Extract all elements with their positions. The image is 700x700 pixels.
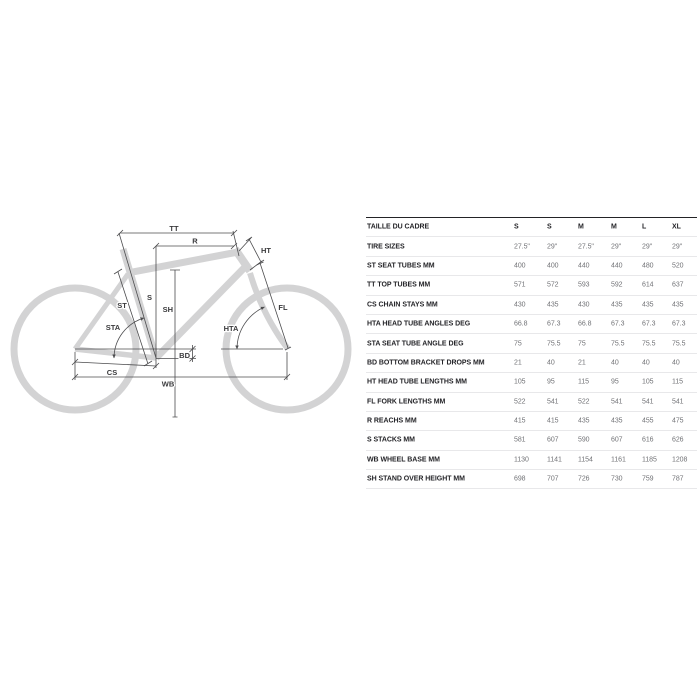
cell-value: 440 [611, 262, 623, 270]
cell-value: 572 [547, 281, 559, 289]
row-label: BD BOTTOM BRACKET DROPS MM [367, 359, 485, 367]
row-label: STA SEAT TUBE ANGLE DEG [367, 340, 464, 348]
cell-value: 480 [642, 262, 654, 270]
cell-value: 520 [672, 262, 684, 270]
cell-value: 607 [547, 436, 559, 444]
cell-value: 29" [611, 243, 622, 251]
table-row [366, 451, 697, 470]
cell-value: 541 [672, 398, 684, 406]
table-row [366, 334, 697, 353]
cell-value: 29" [547, 243, 558, 251]
r-dimension-label: R [192, 236, 198, 246]
cell-value: 607 [611, 436, 623, 444]
cell-value: 541 [611, 398, 623, 406]
cell-value: 27.5" [514, 243, 530, 251]
row-label: ST SEAT TUBES MM [367, 262, 435, 270]
cell-value: 541 [642, 398, 654, 406]
size-column-header: M [578, 223, 584, 231]
cell-value: 522 [578, 398, 590, 406]
table-row [366, 373, 697, 392]
table-row [366, 276, 697, 295]
cell-value: 730 [611, 475, 623, 483]
cell-value: 75 [578, 340, 586, 348]
size-column-header: S [514, 223, 519, 231]
cell-value: 430 [578, 301, 590, 309]
table-row [366, 393, 697, 412]
cell-value: 40 [642, 359, 650, 367]
row-label: WB WHEEL BASE MM [367, 456, 440, 464]
row-label: CS CHAIN STAYS MM [367, 301, 438, 309]
size-column-header: L [642, 223, 647, 231]
cell-value: 726 [578, 475, 590, 483]
st-dimension-label: ST [117, 301, 127, 310]
cell-value: 698 [514, 475, 526, 483]
cell-value: 67.3 [672, 320, 686, 328]
cell-value: 1161 [611, 456, 626, 464]
cell-value: 75.5 [547, 340, 561, 348]
cell-value: 400 [547, 262, 559, 270]
s-dimension-label: S [146, 293, 152, 302]
cell-value: 21 [578, 359, 586, 367]
hta-dimension-label: HTA [223, 324, 239, 333]
row-label: R REACHS MM [367, 417, 417, 425]
cell-value: 590 [578, 436, 590, 444]
ht-dimension-label: HT [261, 246, 271, 255]
cell-value: 115 [578, 378, 590, 386]
wb-dimension-line [72, 374, 290, 380]
cell-value: 1141 [547, 456, 562, 464]
cell-value: 440 [578, 262, 590, 270]
fl-dimension-label: FL [278, 303, 288, 312]
cell-value: 105 [642, 378, 654, 386]
row-label: TIRE SIZES [367, 243, 405, 251]
row-label: HTA HEAD TUBE ANGLES DEG [367, 320, 471, 328]
sh-dimension-label: SH [162, 305, 173, 314]
table-row [366, 257, 697, 276]
cell-value: 67.3 [642, 320, 656, 328]
geometry-table [366, 217, 697, 489]
cell-value: 1185 [642, 456, 657, 464]
cell-value: 435 [642, 301, 654, 309]
cell-value: 435 [578, 417, 590, 425]
geometry-table-header-row [366, 218, 697, 237]
cell-value: 435 [611, 301, 623, 309]
sta-dimension-label: STA [105, 323, 121, 332]
bd-dimension-label: BD [179, 351, 190, 360]
cell-value: 637 [672, 281, 684, 289]
row-label: S STACKS MM [367, 436, 415, 444]
cell-value: 787 [672, 475, 684, 483]
cell-value: 105 [514, 378, 526, 386]
cs-dimension-label: CS [106, 368, 118, 377]
table-row [366, 237, 697, 256]
cell-value: 29" [672, 243, 683, 251]
cell-value: 1154 [578, 456, 593, 464]
cell-value: 435 [547, 301, 559, 309]
cell-value: 67.3 [611, 320, 625, 328]
top-tube [127, 252, 238, 273]
cell-value: 616 [642, 436, 654, 444]
cell-value: 435 [611, 417, 623, 425]
cell-value: 21 [514, 359, 522, 367]
cell-value: 614 [642, 281, 654, 289]
cell-value: 430 [514, 301, 526, 309]
cell-value: 40 [672, 359, 680, 367]
cell-value: 29" [642, 243, 653, 251]
size-column-header: M [611, 223, 617, 231]
cell-value: 1130 [514, 456, 529, 464]
row-label: FL FORK LENGTHS MM [367, 398, 446, 406]
cell-value: 75 [514, 340, 522, 348]
cell-value: 95 [547, 378, 555, 386]
cell-value: 571 [514, 281, 526, 289]
cell-value: 592 [611, 281, 623, 289]
cell-value: 75.5 [611, 340, 625, 348]
cell-value: 435 [672, 301, 684, 309]
cell-value: 27.5" [578, 243, 594, 251]
cell-value: 66.8 [578, 320, 592, 328]
size-column-header: XL [672, 223, 681, 231]
table-row [366, 412, 697, 431]
table-row [366, 315, 697, 334]
cell-value: 626 [672, 436, 684, 444]
table-row [366, 296, 697, 315]
tt-dimension-label: TT [169, 224, 179, 233]
cell-value: 40 [547, 359, 555, 367]
cell-value: 455 [642, 417, 654, 425]
cell-value: 581 [514, 436, 526, 444]
wb-dimension-label: WB [161, 379, 175, 389]
table-row [366, 354, 697, 373]
cell-value: 415 [547, 417, 559, 425]
cell-value: 67.3 [547, 320, 561, 328]
cell-value: 115 [672, 378, 684, 386]
table-row [366, 431, 697, 450]
cell-value: 475 [672, 417, 684, 425]
cell-value: 75.5 [672, 340, 686, 348]
row-label: SH STAND OVER HEIGHT MM [367, 475, 465, 483]
cell-value: 40 [611, 359, 619, 367]
cell-value: 522 [514, 398, 526, 406]
size-column-header: S [547, 223, 552, 231]
table-title: TAILLE DU CADRE [367, 223, 430, 231]
table-row [366, 470, 697, 489]
cell-value: 759 [642, 475, 654, 483]
row-label: HT HEAD TUBE LENGTHS MM [367, 378, 467, 386]
cell-value: 400 [514, 262, 526, 270]
cell-value: 95 [611, 378, 619, 386]
cell-value: 707 [547, 475, 559, 483]
row-label: TT TOP TUBES MM [367, 281, 431, 289]
cell-value: 1208 [672, 456, 688, 464]
cell-value: 593 [578, 281, 590, 289]
cell-value: 66.8 [514, 320, 528, 328]
cell-value: 415 [514, 417, 526, 425]
cell-value: 541 [547, 398, 559, 406]
cell-value: 75.5 [642, 340, 656, 348]
